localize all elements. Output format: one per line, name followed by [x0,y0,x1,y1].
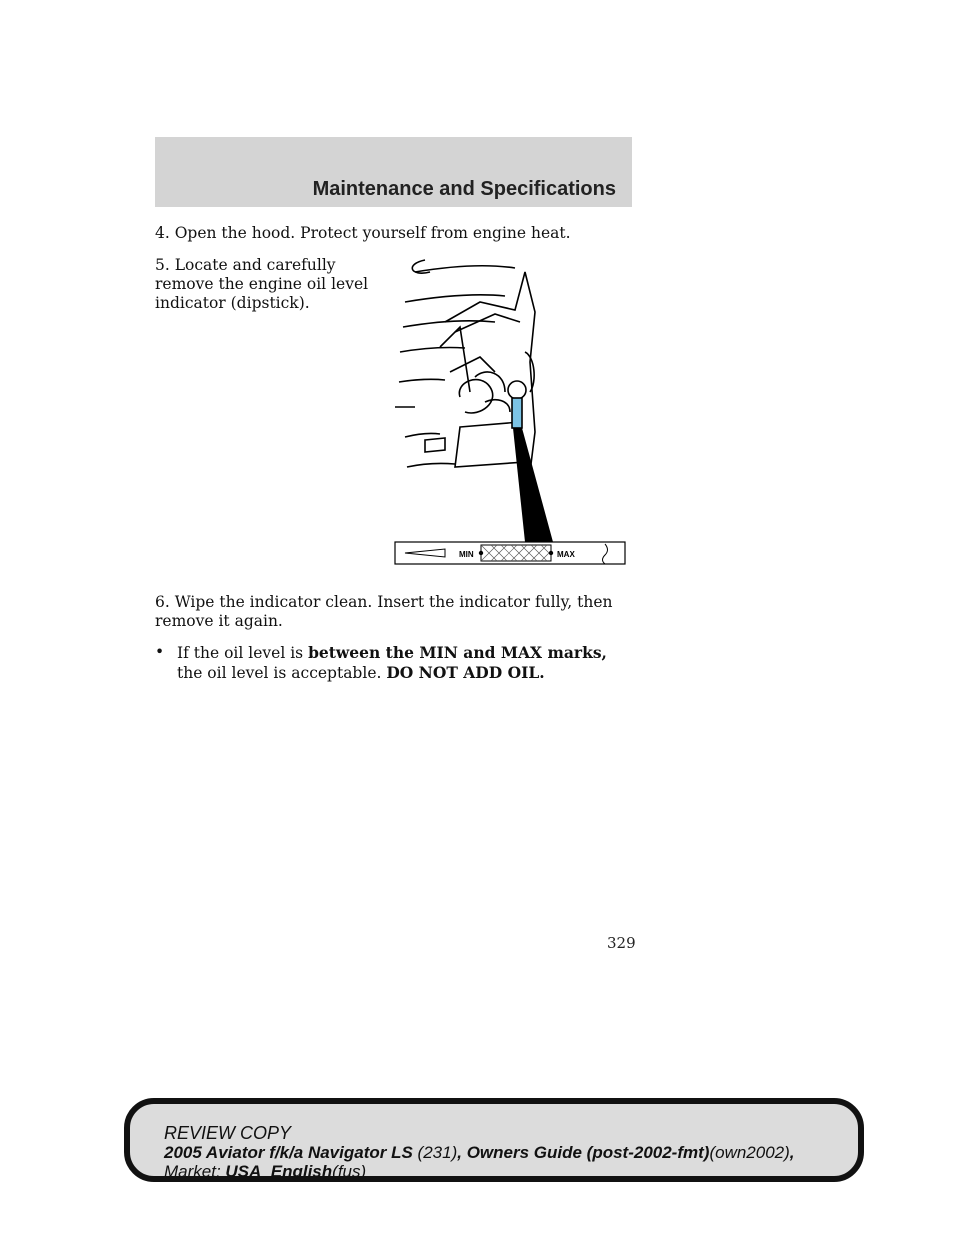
review-footer-text [164,1124,864,1181]
bullet-bold-warning: DO NOT ADD OIL. [386,663,545,682]
oil-level-bullet [155,643,635,683]
step-6-text: 6. Wipe the indicator clean. Insert the indicator fully, then remove it again. [155,593,613,630]
bullet-bold-range: between the MIN and MAX marks, [308,643,607,662]
footer-sep-1: , [457,1143,467,1162]
section-header-band [155,137,632,207]
dipstick-illustration [385,252,635,574]
bullet-text [155,643,635,683]
min-label: MIN [459,550,474,559]
footer-market-code: (fus) [332,1162,367,1181]
footer-model: 2005 Aviator f/k/a Navigator LS [164,1143,413,1162]
footer-guide: Owners Guide (post-2002-fmt) [466,1143,710,1162]
step-4-text: 4. Open the hood. Protect yourself from engine heat. [155,224,571,242]
footer-model-code: (231) [417,1143,458,1162]
bullet-middle: the oil level is acceptable. [177,664,387,682]
review-copy-label: REVIEW COPY [164,1123,292,1143]
section-title: Maintenance and Specifications [312,178,616,200]
footer-market: USA_English [225,1162,333,1181]
footer-market-label: Market: [164,1162,226,1181]
footer-sep-2: , [789,1143,795,1162]
bullet-symbol: • [155,643,165,661]
max-label: MAX [557,550,575,559]
bullet-prefix: If the oil level is [177,644,309,662]
step-5-text: 5. Locate and carefully remove the engine oil level indicator (dipstick). [155,256,369,312]
footer-guide-code: (own2002) [709,1143,790,1162]
footer-line-2 [164,1143,864,1162]
footer-line-3 [164,1162,864,1181]
page-number: 329 [607,934,636,952]
